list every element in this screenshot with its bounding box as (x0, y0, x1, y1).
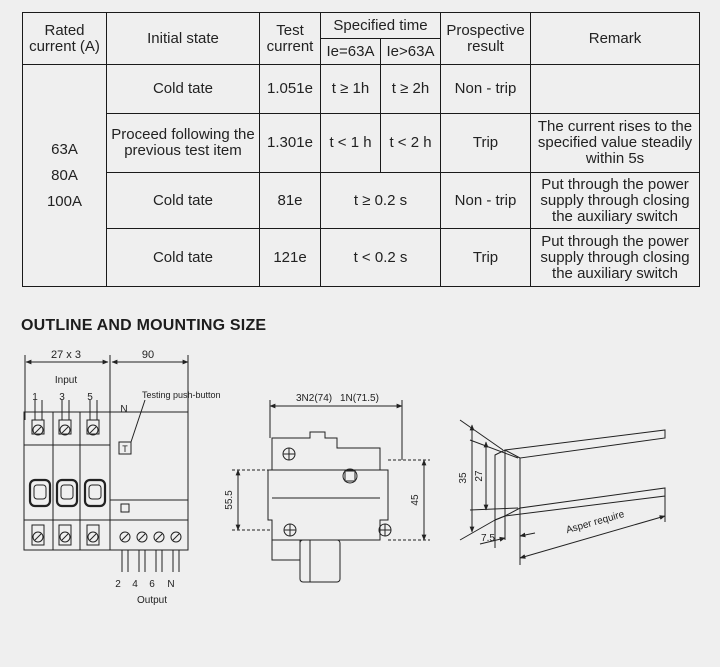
cell-test-current: 81e (260, 173, 321, 229)
test-button-label: Testing push-button (142, 390, 221, 400)
header-ie-63a: Ie=63A (321, 39, 381, 65)
header-test-current: Test current (260, 13, 321, 65)
cell-time: t ≥ 0.2 s (321, 173, 441, 229)
header-prospective-result: Prospective result (441, 13, 531, 65)
rated-value: 63A (51, 140, 78, 158)
side-view-drawing (232, 400, 430, 582)
dim-rail-depth: 7.5 (481, 533, 495, 544)
terminal-label: 2 (115, 579, 121, 590)
cell-result: Trip (441, 229, 531, 287)
cell-result: Trip (441, 114, 531, 173)
dim-height-left: 55.5 (224, 490, 235, 510)
cell-initial-state: Proceed following the previous test item (107, 114, 260, 173)
cell-initial-state: Cold tate (107, 65, 260, 114)
front-view-drawing (24, 355, 188, 572)
terminal-label: 4 (132, 579, 138, 590)
cell-remark: Put through the power supply through closing the auxiliary switch (531, 173, 700, 229)
rated-value: 100A (46, 192, 83, 210)
dim-1n: 1N(71.5) (340, 393, 379, 404)
header-specified-time: Specified time (321, 13, 441, 39)
header-initial-state: Initial state (107, 13, 260, 65)
header-remark: Remark (531, 13, 700, 65)
cell-test-current: 1.051e (260, 65, 321, 114)
cell-time-ie-gt63: t < 2 h (381, 114, 441, 173)
terminal-label: N (167, 579, 175, 590)
terminal-label: 6 (149, 579, 155, 590)
test-button-symbol: T (122, 444, 128, 454)
input-label: Input (54, 375, 78, 386)
rail-length-label: Asper require (564, 509, 626, 537)
dim-3n2: 3N2(74) (296, 393, 333, 404)
cell-time-ie63: t < 1 h (321, 114, 381, 173)
cell-result: Non - trip (441, 65, 531, 114)
cell-test-current: 1.301e (260, 114, 321, 173)
terminal-label: 3 (59, 392, 65, 403)
terminal-label: 5 (87, 392, 93, 403)
dim-rail-inner-height: 27 (474, 470, 485, 482)
dim-width-module: 90 (141, 349, 155, 361)
cell-test-current: 121e (260, 229, 321, 287)
cell-time: t < 0.2 s (321, 229, 441, 287)
cell-remark: Put through the power supply through closing the auxiliary switch (531, 229, 700, 287)
cell-result: Non - trip (441, 173, 531, 229)
cell-remark: The current rises to the specified value steadily within 5s (531, 114, 700, 173)
cell-initial-state: Cold tate (107, 229, 260, 287)
terminal-label: N (120, 404, 128, 415)
header-rated-current: Rated current (A) (23, 13, 107, 65)
dim-width-poles: 27 x 3 (51, 349, 81, 361)
cell-initial-state: Cold tate (107, 173, 260, 229)
dim-height-right: 45 (410, 494, 421, 506)
dim-rail-outer-height: 35 (458, 472, 469, 484)
cell-time-ie63: t ≥ 1h (321, 65, 381, 114)
output-label: Output (136, 595, 168, 606)
header-ie-gt-63a: Ie>63A (381, 39, 441, 65)
section-title: OUTLINE AND MOUNTING SIZE (21, 317, 267, 334)
rated-value: 80A (51, 166, 78, 184)
cell-time-ie-gt63: t ≥ 2h (381, 65, 441, 114)
terminal-label: 1 (32, 392, 38, 403)
